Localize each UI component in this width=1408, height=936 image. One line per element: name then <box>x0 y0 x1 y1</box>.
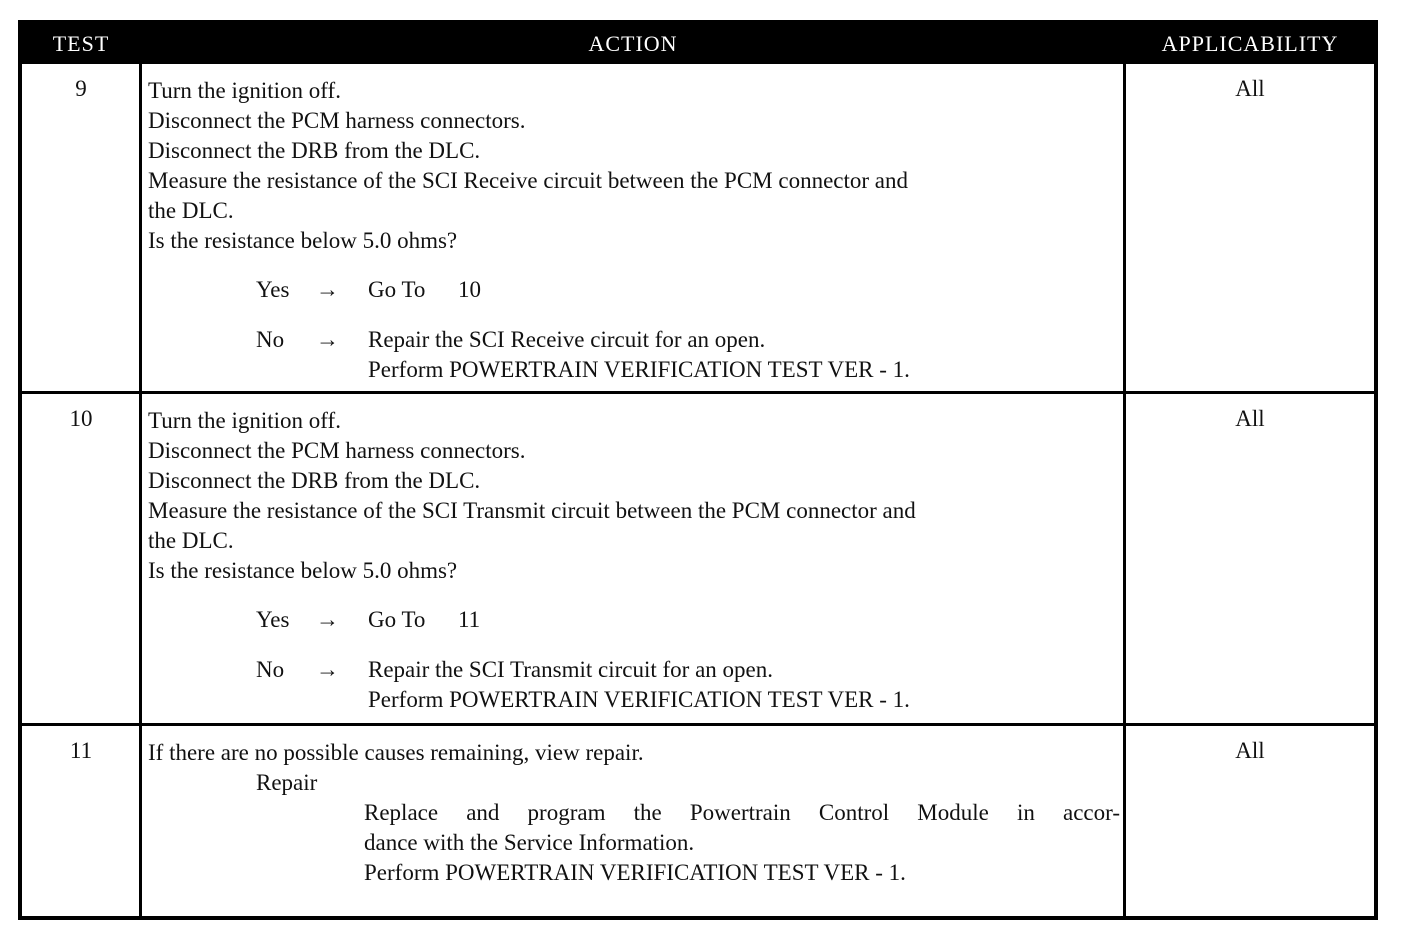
action-cell <box>148 76 1120 385</box>
action-line: Is the resistance below 5.0 ohms? <box>148 228 458 253</box>
yes-label: Yes <box>256 607 290 632</box>
header-test: TEST <box>52 31 110 56</box>
no-branch <box>148 655 1120 715</box>
repair-line: Replace and program the Powertrain Control Module in accor- <box>364 800 1120 825</box>
action-line: Disconnect the DRB from the DLC. <box>148 468 481 493</box>
action-line: Disconnect the DRB from the DLC. <box>148 138 481 163</box>
no-action: Repair the SCI Receive circuit for an open. <box>368 327 766 352</box>
action-cell <box>148 738 1120 888</box>
action-line: Measure the resistance of the SCI Transmit circuit between the PCM connector and <box>148 498 916 523</box>
diagnostic-test-table <box>18 20 1378 920</box>
action-line: Disconnect the PCM harness connectors. <box>148 438 526 463</box>
applicability-cell: All <box>1235 76 1265 101</box>
no-label: No <box>256 657 285 682</box>
action-line: Turn the ignition off. <box>148 78 341 103</box>
repair-instructions <box>148 798 1120 888</box>
action-line: Is the resistance below 5.0 ohms? <box>148 558 458 583</box>
repair-line: Perform POWERTRAIN VERIFICATION TEST VER - 1. <box>364 860 906 885</box>
test-number: 9 <box>75 76 87 101</box>
goto-label: Go To <box>368 277 426 302</box>
no-label: No <box>256 327 285 352</box>
repair-label: Repair <box>256 770 318 795</box>
table-row <box>22 394 1374 723</box>
test-number: 10 <box>69 406 93 431</box>
goto-label: Go To <box>368 607 426 632</box>
action-line: Measure the resistance of the SCI Receive circuit between the PCM connector and <box>148 168 909 193</box>
table-row <box>22 726 1374 918</box>
header-action: ACTION <box>588 31 678 56</box>
action-line: the DLC. <box>148 198 234 223</box>
action-cell <box>148 406 1120 715</box>
header-applicability: APPLICABILITY <box>1161 31 1339 56</box>
action-line: Turn the ignition off. <box>148 408 341 433</box>
no-action-verify: Perform POWERTRAIN VERIFICATION TEST VER - 1. <box>368 357 910 382</box>
table-row <box>22 64 1374 391</box>
action-line: the DLC. <box>148 528 234 553</box>
no-branch <box>148 325 1120 385</box>
goto-target: 11 <box>458 607 481 632</box>
repair-line: dance with the Service Information. <box>364 830 695 855</box>
test-number: 11 <box>69 738 93 763</box>
applicability-cell: All <box>1235 738 1265 763</box>
no-action-verify: Perform POWERTRAIN VERIFICATION TEST VER - 1. <box>368 687 910 712</box>
applicability-cell: All <box>1235 406 1265 431</box>
yes-branch <box>148 275 1120 305</box>
action-line: Disconnect the PCM harness connectors. <box>148 108 526 133</box>
arrow-icon: → <box>316 657 339 682</box>
yes-branch <box>148 605 1120 635</box>
arrow-icon: → <box>316 327 339 352</box>
yes-label: Yes <box>256 277 290 302</box>
no-action: Repair the SCI Transmit circuit for an open. <box>368 657 773 682</box>
goto-target: 10 <box>458 277 481 302</box>
action-line: If there are no possible causes remaining, view repair. <box>148 740 644 765</box>
arrow-icon: → <box>316 277 339 302</box>
table-header <box>22 24 1374 64</box>
arrow-icon: → <box>316 607 339 632</box>
